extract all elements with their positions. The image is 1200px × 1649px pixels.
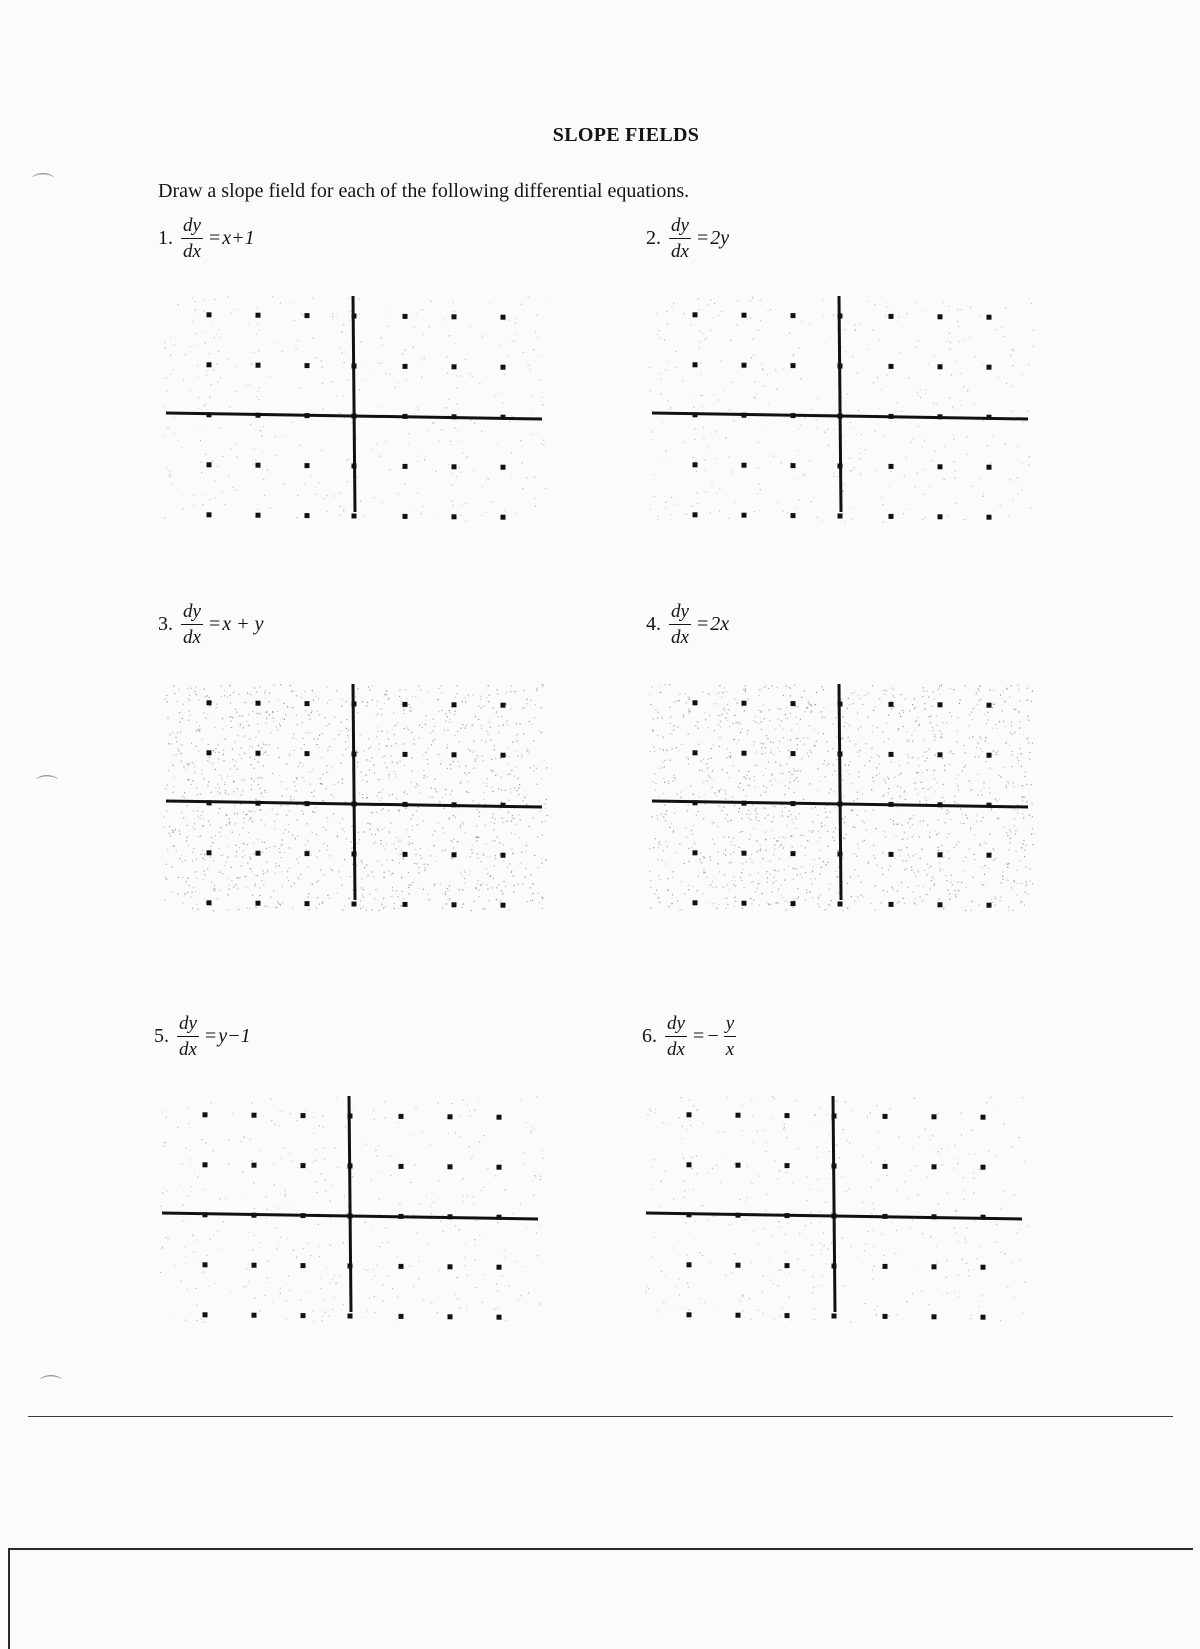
grid-point[interactable] — [256, 513, 261, 518]
grid-point[interactable] — [785, 1213, 790, 1218]
grid-point[interactable] — [693, 800, 698, 805]
grid-point[interactable] — [742, 751, 747, 756]
grid-point[interactable] — [832, 1214, 837, 1219]
grid-point[interactable] — [742, 851, 747, 856]
problem-5-equation — [154, 1008, 251, 1064]
grid-point[interactable] — [301, 1163, 306, 1168]
fraction-numerator: dy — [177, 1014, 199, 1037]
grid-point[interactable] — [791, 313, 796, 318]
fraction-numerator: dy — [181, 602, 203, 625]
rhs-expression: 2y — [710, 226, 730, 249]
grid-point[interactable] — [687, 1312, 692, 1317]
grid-point[interactable] — [403, 514, 408, 519]
grid-point[interactable] — [497, 1215, 502, 1220]
grid-point[interactable] — [693, 512, 698, 517]
grid-point[interactable] — [938, 702, 943, 707]
grid-point[interactable] — [981, 1215, 986, 1220]
grid-point[interactable] — [305, 513, 310, 518]
grid-point[interactable] — [832, 1114, 837, 1119]
grid-point[interactable] — [791, 751, 796, 756]
grid-point[interactable] — [403, 364, 408, 369]
grid-point[interactable] — [403, 752, 408, 757]
grid-point[interactable] — [352, 802, 357, 807]
grid-point[interactable] — [256, 313, 261, 318]
derivative-fraction — [665, 1014, 687, 1059]
grid-point[interactable] — [448, 1214, 453, 1219]
problem-4-equation — [646, 596, 729, 652]
grid-point[interactable] — [399, 1214, 404, 1219]
grid-point[interactable] — [987, 853, 992, 858]
graph-canvas — [156, 1092, 546, 1332]
grid-point[interactable] — [742, 313, 747, 318]
problem-3-equation — [158, 596, 263, 652]
grid-point[interactable] — [403, 464, 408, 469]
grid-point[interactable] — [742, 801, 747, 806]
grid-point[interactable] — [348, 1164, 353, 1169]
equation-rhs: = − $\frac{y}{x}$ — [692, 1012, 735, 1060]
fraction-denominator: dx — [179, 1038, 197, 1060]
grid-point[interactable] — [838, 802, 843, 807]
rhs-expression: 2x — [710, 612, 730, 635]
grid-point[interactable] — [785, 1313, 790, 1318]
grid-point[interactable] — [301, 1263, 306, 1268]
grid-point[interactable] — [742, 463, 747, 468]
grid-point[interactable] — [348, 1264, 353, 1269]
fraction-numerator: dy — [665, 1014, 687, 1037]
grid-point[interactable] — [987, 753, 992, 758]
grid-point[interactable] — [889, 464, 894, 469]
grid-point[interactable] — [838, 852, 843, 857]
grid-point[interactable] — [987, 903, 992, 908]
grid-point[interactable] — [352, 314, 357, 319]
grid-point[interactable] — [301, 1213, 306, 1218]
grid-point[interactable] — [399, 1264, 404, 1269]
grid-point[interactable] — [832, 1314, 837, 1319]
grid-point[interactable] — [938, 314, 943, 319]
grid-point[interactable] — [252, 1263, 257, 1268]
slope-field-grid-2[interactable] — [646, 292, 1036, 532]
grid-point[interactable] — [501, 415, 506, 420]
grid-point[interactable] — [791, 513, 796, 518]
grid-point[interactable] — [987, 515, 992, 520]
slope-field-grid-5[interactable] — [156, 1092, 546, 1332]
grid-point[interactable] — [501, 315, 506, 320]
fraction-denominator: dx — [183, 240, 201, 262]
grid-point[interactable] — [203, 1162, 208, 1167]
grid-point[interactable] — [207, 312, 212, 317]
grid-point[interactable] — [448, 1314, 453, 1319]
grid-point[interactable] — [497, 1115, 502, 1120]
grid-point[interactable] — [838, 464, 843, 469]
grid-point[interactable] — [256, 901, 261, 906]
rhs-expression: x + y — [222, 612, 264, 635]
grid-point[interactable] — [352, 514, 357, 519]
graph-canvas — [160, 292, 550, 532]
grid-point[interactable] — [256, 751, 261, 756]
grid-point[interactable] — [348, 1114, 353, 1119]
grid-point[interactable] — [687, 1162, 692, 1167]
derivative-fraction — [177, 1014, 199, 1059]
grid-point[interactable] — [452, 902, 457, 907]
grid-point[interactable] — [687, 1112, 692, 1117]
grid-point[interactable] — [832, 1264, 837, 1269]
problem-number: 5. — [154, 1024, 169, 1047]
grid-point[interactable] — [883, 1314, 888, 1319]
grid-point[interactable] — [932, 1314, 937, 1319]
grid-point[interactable] — [403, 314, 408, 319]
grid-point[interactable] — [497, 1265, 502, 1270]
grid-point[interactable] — [987, 703, 992, 708]
grid-point[interactable] — [785, 1163, 790, 1168]
grid-point[interactable] — [981, 1315, 986, 1320]
grid-point[interactable] — [207, 850, 212, 855]
grid-point[interactable] — [889, 752, 894, 757]
grid-point[interactable] — [981, 1115, 986, 1120]
grid-point[interactable] — [785, 1263, 790, 1268]
grid-point[interactable] — [305, 701, 310, 706]
grid-point[interactable] — [838, 364, 843, 369]
grid-point[interactable] — [203, 1262, 208, 1267]
grid-point[interactable] — [256, 413, 261, 418]
fraction-denominator: dx — [671, 240, 689, 262]
graph-canvas — [646, 680, 1036, 920]
graph-canvas — [160, 680, 550, 920]
grid-point[interactable] — [987, 803, 992, 808]
grid-point[interactable] — [305, 463, 310, 468]
grid-point[interactable] — [742, 701, 747, 706]
grid-point[interactable] — [207, 800, 212, 805]
grid-point[interactable] — [938, 902, 943, 907]
grid-point[interactable] — [693, 462, 698, 467]
grid-point[interactable] — [305, 851, 310, 856]
grid-point[interactable] — [403, 802, 408, 807]
grid-point[interactable] — [838, 314, 843, 319]
fraction-numerator: dy — [669, 216, 691, 239]
grid-point[interactable] — [889, 902, 894, 907]
grid-point[interactable] — [252, 1213, 257, 1218]
rhs-fraction — [724, 1014, 736, 1059]
grid-point[interactable] — [305, 363, 310, 368]
grid-point[interactable] — [938, 464, 943, 469]
grid-point[interactable] — [452, 464, 457, 469]
grid-point[interactable] — [693, 750, 698, 755]
fraction-numerator: dy — [181, 216, 203, 239]
grid-point[interactable] — [452, 314, 457, 319]
rhs-expression: y−1 — [218, 1024, 251, 1047]
grid-point[interactable] — [305, 751, 310, 756]
grid-point[interactable] — [501, 803, 506, 808]
grid-point[interactable] — [883, 1214, 888, 1219]
grid-point[interactable] — [742, 363, 747, 368]
instructions-text: Draw a slope field for each of the following differential equations. — [158, 180, 690, 202]
equation-rhs: = x + y — [208, 612, 264, 635]
slope-field-grid-3[interactable] — [160, 680, 550, 920]
y-axis — [839, 296, 841, 512]
scan-smudge-mark: ⌒ — [36, 775, 59, 800]
equation-rhs: = y−1 — [204, 1024, 251, 1047]
problem-6-equation — [642, 1008, 736, 1064]
grid-point[interactable] — [736, 1263, 741, 1268]
fraction-numerator: dy — [669, 602, 691, 625]
grid-point[interactable] — [305, 901, 310, 906]
grid-point[interactable] — [693, 362, 698, 367]
grid-point[interactable] — [305, 801, 310, 806]
grid-point[interactable] — [352, 364, 357, 369]
grid-point[interactable] — [889, 702, 894, 707]
grid-point[interactable] — [501, 515, 506, 520]
y-axis — [353, 296, 355, 512]
grid-point[interactable] — [883, 1114, 888, 1119]
grid-point[interactable] — [987, 465, 992, 470]
slope-field-grid-1[interactable] — [160, 292, 550, 532]
grid-point[interactable] — [352, 852, 357, 857]
grid-point[interactable] — [256, 801, 261, 806]
grid-point[interactable] — [448, 1264, 453, 1269]
grid-point[interactable] — [791, 901, 796, 906]
grid-point[interactable] — [301, 1113, 306, 1118]
grid-point[interactable] — [452, 364, 457, 369]
grid-point[interactable] — [403, 414, 408, 419]
problem-number: 6. — [642, 1024, 657, 1047]
grid-point[interactable] — [938, 802, 943, 807]
y-axis — [839, 684, 841, 900]
grid-point[interactable] — [883, 1264, 888, 1269]
problem-number: 4. — [646, 612, 661, 635]
grid-point[interactable] — [938, 852, 943, 857]
scan-speckle — [645, 1096, 1028, 1323]
grid-point[interactable] — [938, 514, 943, 519]
slope-field-grid-6[interactable] — [640, 1092, 1030, 1332]
grid-point[interactable] — [352, 902, 357, 907]
grid-point[interactable] — [932, 1164, 937, 1169]
y-axis — [353, 684, 355, 900]
grid-point[interactable] — [399, 1314, 404, 1319]
fraction-numerator: y — [724, 1014, 736, 1037]
grid-point[interactable] — [938, 364, 943, 369]
problem-number: 2. — [646, 226, 661, 249]
grid-point[interactable] — [348, 1314, 353, 1319]
problem-2-equation — [646, 210, 729, 266]
grid-point[interactable] — [791, 463, 796, 468]
grid-point[interactable] — [256, 363, 261, 368]
grid-point[interactable] — [693, 900, 698, 905]
grid-point[interactable] — [987, 365, 992, 370]
grid-point[interactable] — [687, 1262, 692, 1267]
grid-point[interactable] — [838, 414, 843, 419]
grid-point[interactable] — [883, 1164, 888, 1169]
grid-point[interactable] — [403, 852, 408, 857]
lower-box-top-border — [8, 1548, 1193, 1550]
grid-point[interactable] — [832, 1164, 837, 1169]
grid-point[interactable] — [252, 1113, 257, 1118]
problem-number: 3. — [158, 612, 173, 635]
grid-point[interactable] — [207, 462, 212, 467]
grid-point[interactable] — [736, 1163, 741, 1168]
grid-point[interactable] — [938, 752, 943, 757]
grid-point[interactable] — [838, 514, 843, 519]
grid-point[interactable] — [736, 1313, 741, 1318]
grid-point[interactable] — [452, 752, 457, 757]
grid-point[interactable] — [791, 413, 796, 418]
grid-point[interactable] — [497, 1315, 502, 1320]
grid-point[interactable] — [501, 853, 506, 858]
grid-point[interactable] — [889, 314, 894, 319]
grid-point[interactable] — [889, 852, 894, 857]
grid-point[interactable] — [452, 702, 457, 707]
grid-point[interactable] — [352, 464, 357, 469]
grid-point[interactable] — [981, 1265, 986, 1270]
fraction-denominator: x — [725, 1038, 735, 1060]
grid-point[interactable] — [938, 414, 943, 419]
grid-point[interactable] — [932, 1214, 937, 1219]
derivative-fraction — [181, 216, 203, 261]
grid-point[interactable] — [687, 1212, 692, 1217]
graph-canvas — [640, 1092, 1030, 1332]
grid-point[interactable] — [348, 1214, 353, 1219]
fraction-denominator: dx — [667, 1038, 685, 1060]
grid-point[interactable] — [452, 414, 457, 419]
grid-point[interactable] — [403, 702, 408, 707]
grid-point[interactable] — [352, 702, 357, 707]
grid-point[interactable] — [693, 700, 698, 705]
equation-rhs: = x+1 — [208, 226, 255, 249]
grid-point[interactable] — [256, 463, 261, 468]
grid-point[interactable] — [448, 1114, 453, 1119]
grid-point[interactable] — [981, 1165, 986, 1170]
grid-point[interactable] — [987, 315, 992, 320]
problem-number: 1. — [158, 226, 173, 249]
grid-point[interactable] — [693, 312, 698, 317]
grid-point[interactable] — [256, 851, 261, 856]
grid-point[interactable] — [791, 363, 796, 368]
grid-point[interactable] — [932, 1114, 937, 1119]
grid-point[interactable] — [736, 1213, 741, 1218]
grid-point[interactable] — [352, 752, 357, 757]
grid-point[interactable] — [207, 512, 212, 517]
grid-point[interactable] — [399, 1114, 404, 1119]
grid-point[interactable] — [501, 753, 506, 758]
grid-point[interactable] — [791, 701, 796, 706]
grid-point[interactable] — [203, 1112, 208, 1117]
grid-point[interactable] — [399, 1164, 404, 1169]
grid-point[interactable] — [452, 852, 457, 857]
worksheet-title: SLOPE FIELDS — [552, 124, 700, 146]
grid-point[interactable] — [203, 1312, 208, 1317]
y-axis — [349, 1096, 351, 1312]
grid-point[interactable] — [693, 850, 698, 855]
derivative-fraction — [669, 602, 691, 647]
grid-point[interactable] — [742, 901, 747, 906]
grid-point[interactable] — [497, 1165, 502, 1170]
grid-point[interactable] — [207, 900, 212, 905]
grid-point[interactable] — [889, 414, 894, 419]
grid-point[interactable] — [785, 1113, 790, 1118]
grid-point[interactable] — [736, 1113, 741, 1118]
problem-1-equation — [158, 210, 255, 266]
fraction-denominator: dx — [183, 626, 201, 648]
grid-point[interactable] — [889, 802, 894, 807]
grid-point[interactable] — [987, 415, 992, 420]
grid-point[interactable] — [501, 465, 506, 470]
graph-canvas — [646, 292, 1036, 532]
grid-point[interactable] — [452, 514, 457, 519]
grid-point[interactable] — [207, 700, 212, 705]
derivative-fraction — [669, 216, 691, 261]
page-divider-line — [28, 1416, 1173, 1417]
rhs-sign: − — [706, 1024, 720, 1047]
equation-rhs: = 2y — [696, 226, 730, 249]
grid-point[interactable] — [203, 1212, 208, 1217]
grid-point[interactable] — [838, 702, 843, 707]
grid-point[interactable] — [207, 362, 212, 367]
grid-point[interactable] — [305, 313, 310, 318]
grid-point[interactable] — [501, 365, 506, 370]
grid-point[interactable] — [448, 1164, 453, 1169]
y-axis — [833, 1096, 835, 1312]
grid-point[interactable] — [252, 1163, 257, 1168]
grid-point[interactable] — [742, 413, 747, 418]
scan-smudge-mark: ⌒ — [40, 1375, 63, 1400]
grid-point[interactable] — [889, 364, 894, 369]
grid-point[interactable] — [742, 513, 747, 518]
lower-box-left-border — [8, 1548, 10, 1649]
grid-point[interactable] — [838, 752, 843, 757]
slope-field-grid-4[interactable] — [646, 680, 1036, 920]
grid-point[interactable] — [693, 412, 698, 417]
rhs-expression: x+1 — [222, 226, 255, 249]
grid-point[interactable] — [301, 1313, 306, 1318]
grid-point[interactable] — [791, 801, 796, 806]
grid-point[interactable] — [352, 414, 357, 419]
grid-point[interactable] — [305, 413, 310, 418]
equation-rhs: = 2x — [696, 612, 730, 635]
grid-point[interactable] — [932, 1264, 937, 1269]
grid-point[interactable] — [838, 902, 843, 907]
fraction-denominator: dx — [671, 626, 689, 648]
scan-smudge-mark: ⌒ — [32, 173, 55, 198]
grid-point[interactable] — [207, 412, 212, 417]
grid-point[interactable] — [207, 750, 212, 755]
derivative-fraction — [181, 602, 203, 647]
grid-point[interactable] — [403, 902, 408, 907]
grid-point[interactable] — [452, 802, 457, 807]
grid-point[interactable] — [501, 903, 506, 908]
grid-point[interactable] — [252, 1313, 257, 1318]
grid-point[interactable] — [889, 514, 894, 519]
grid-point[interactable] — [501, 703, 506, 708]
grid-point[interactable] — [791, 851, 796, 856]
grid-point[interactable] — [256, 701, 261, 706]
